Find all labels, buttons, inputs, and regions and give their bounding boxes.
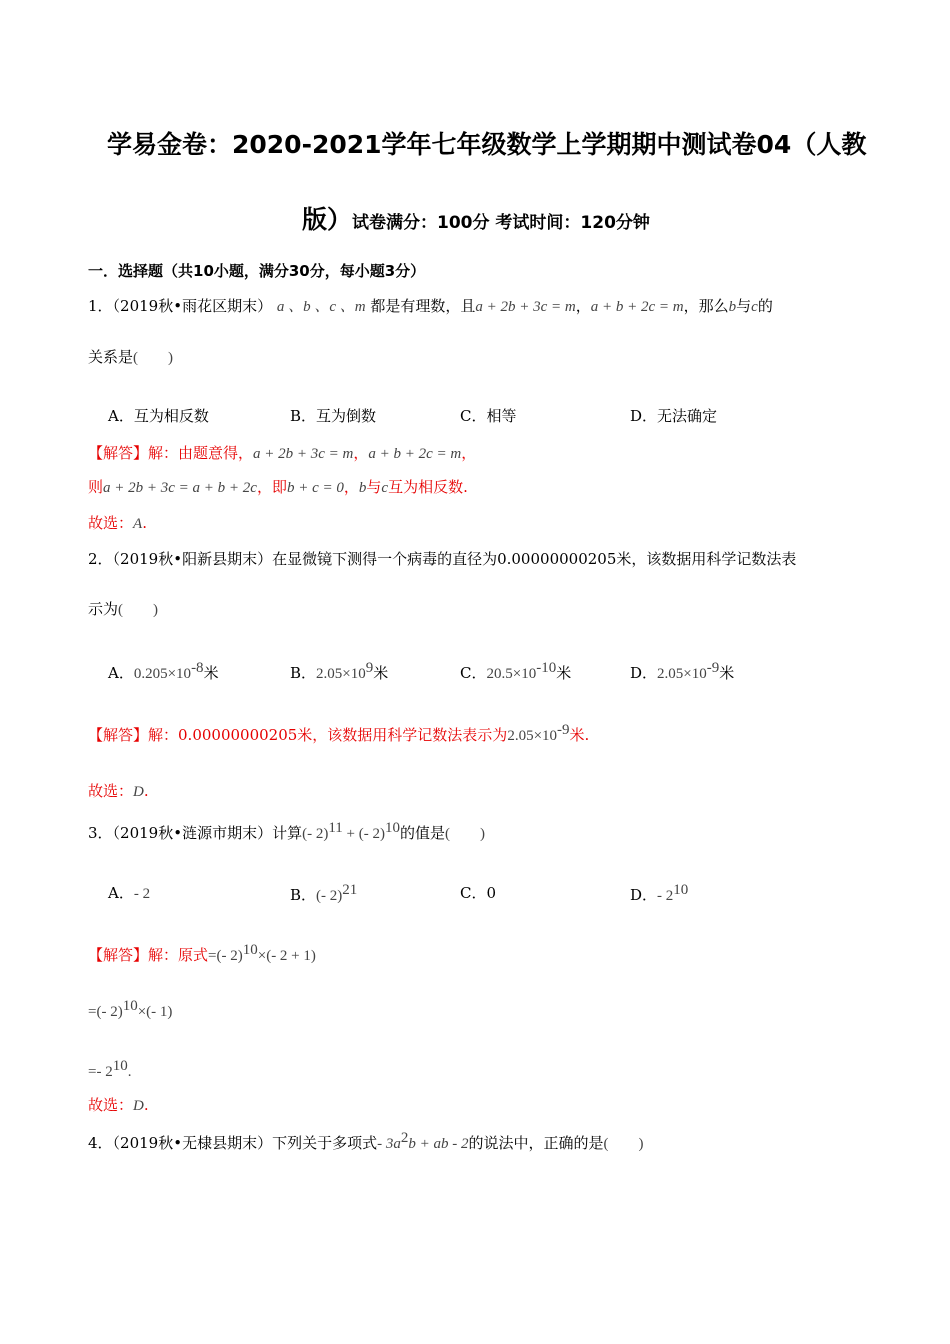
q3-answer-step3-tail: . [127,1064,132,1080]
q1-option-a: A．互为相反数 [108,407,209,425]
q3-answer-step1-exp: 10 [242,942,258,958]
q3-expr1-exp: 11 [328,820,343,836]
q2-answer [88,722,589,745]
q2-option-a [108,660,219,683]
q3-option-c: C．0 [460,884,497,902]
q2-number: 2． [88,550,113,568]
q2-option-d [630,660,734,683]
q3-option-b [290,882,357,905]
q3-answer-label: 【解答】 [88,946,149,964]
q1-option-b: B．互为倒数 [290,407,377,425]
q3-number: 3． [88,824,113,842]
q1-answer-comma1: ， [353,444,369,462]
q1-eq2: a + b + 2c = m [590,299,684,315]
q1-answer-comma2: ， [461,444,477,462]
q4-text2: 的说法中，正确的是 [468,1134,604,1152]
q3-answer-step3-exp: 10 [112,1058,128,1074]
q1-answer-text3: ， [343,478,359,496]
q4-source: （2019秋•无棣县期末） [112,1134,273,1152]
exam-meta: 试卷满分：100分 考试时间：120分钟 [352,213,650,233]
q2-option-d-label: D． [630,664,658,682]
q1-answer-text4: 互为相反数. [388,478,468,496]
q1-answer-eq1: a + 2b + 3c = m [253,446,354,462]
page-title: 学易金卷：2020-2021学年七年级数学上学期期中测试卷04（人教 [107,130,867,159]
q3-choose-dot: . [143,1096,149,1114]
q4-poly-exp: 2 [400,1130,409,1146]
q4-answer-blank: ( ) [603,1136,644,1152]
q2-answer-exp: -9 [557,722,570,738]
q3-choose-label: 故选： [88,1096,134,1114]
q3-answer-step1: =(- 2) [208,948,243,964]
q3-option-a-value: - 2 [133,886,151,902]
q3-option-a-label: A． [108,884,134,902]
q3-answer-blank: ( ) [445,826,486,842]
q1-number: 1． [88,297,113,315]
q2-option-a-label: A． [108,664,134,682]
q3-expr2: + (- 2) [342,826,385,842]
q1-b: b [728,299,737,315]
q2-option-b [290,660,388,683]
q3-option-a [108,882,150,903]
q2-option-d-exp: -9 [706,660,720,676]
q2-option-b-exp: 9 [365,660,374,676]
q2-choose [88,780,149,801]
q1-answer-eq2: a + b + 2c = m [368,446,462,462]
q1-choose-dot: . [142,514,147,532]
q1-answer-ze: 则 [88,478,104,496]
q2-text-line2: 示为 [88,600,119,618]
q2-source: （2019秋•阳新县期末） [112,550,273,568]
q3-option-b-exp: 21 [342,882,358,898]
q2-answer-unit: 米. [569,726,590,744]
q1-answer-label: 【解答】 [88,444,149,462]
q1-answer-text2: ，即 [256,478,287,496]
q1-text-line2: 关系是 [88,348,134,366]
q1-c: c [751,299,758,315]
q1-text2: ，那么 [683,297,729,315]
q2-choose-dot: . [143,782,149,800]
q2-option-d-base: 2.05×10 [657,666,707,682]
q2-answer-label: 【解答】 [88,726,149,744]
q2-option-a-unit: 米 [203,664,219,682]
q3-text: 计算 [272,824,303,842]
q1-option-c: C．相等 [460,407,517,425]
q3-answer-line2 [88,998,172,1021]
q1-choose-label: 故选： [88,514,134,532]
q2-answer-base: 2.05×10 [507,728,558,744]
q3-answer-step3: =- 2 [88,1064,113,1080]
q2-line2 [88,598,158,619]
q2-option-c-exp: -10 [536,660,557,676]
q2-option-b-unit: 米 [373,664,389,682]
q1-answer-eq3: a + 2b + 3c = a + b + 2c [103,480,257,496]
q2-text: 在显微镜下测得一个病毒的直径为0.00000000205米，该数据用科学记数法表 [272,550,797,568]
q2-line1 [88,548,796,569]
q1-choose [88,512,147,533]
q1-answer-eq4: b + c = 0 [286,480,344,496]
q3-option-d-value: - 2 [657,888,674,904]
q1-text: 都是有理数，且 [370,297,476,315]
q4-poly-part1: - 3a [377,1136,401,1152]
q2-option-d-unit: 米 [719,664,735,682]
q1-de: 的 [757,297,773,315]
q3-option-b-label: B． [290,886,317,904]
q3-answer-step2-exp: 10 [122,998,138,1014]
q4-number: 4． [88,1134,113,1152]
q2-option-c-unit: 米 [556,664,572,682]
q3-option-d-exp: 10 [673,882,689,898]
q4-line1 [88,1130,643,1153]
q2-answer-blank: ( ) [118,602,159,618]
q1-choose-value: A [133,516,143,532]
q2-choose-label: 故选： [88,782,134,800]
q2-option-c-base: 20.5×10 [486,666,537,682]
q3-answer-step2: =(- 2) [88,1004,123,1020]
q3-answer-step1-tail: ×(- 2 + 1) [257,948,316,964]
q3-expr1: (- 2) [302,826,329,842]
q1-eq1: a + 2b + 3c = m [475,299,576,315]
q3-answer-line3 [88,1058,131,1081]
q1-line2 [88,346,173,367]
q1-answer-b: b [358,480,367,496]
q1-answer-blank: ( ) [133,350,174,366]
title-line2: 版） [302,205,353,234]
q2-choose-value: D [133,784,144,800]
q3-option-b-value: (- 2) [316,888,343,904]
q3-option-d-label: D． [630,886,658,904]
q1-answer-line2 [88,476,468,497]
q3-line1 [88,820,485,843]
q3-choose-value: D [133,1098,144,1114]
q2-option-b-base: 2.05×10 [316,666,366,682]
q2-option-c [460,660,571,683]
q1-vars: a 、b 、c 、m [276,299,366,315]
q1-answer-line1 [88,442,476,463]
q3-choose [88,1094,149,1115]
q1-answer-yu: 与 [366,478,382,496]
q1-answer-c: c [381,480,389,496]
q2-answer-text: 解：0.00000000205米，该数据用科学记数法表示为 [148,726,508,744]
section-heading: 一．选择题（共10小题，满分30分，每小题3分） [88,262,426,280]
q3-answer-line1 [88,942,316,965]
q4-poly-part2: b + ab - 2 [408,1136,469,1152]
q1-yu: 与 [736,297,752,315]
q2-option-c-label: C． [460,664,487,682]
q3-source: （2019秋•涟源市期末） [112,824,273,842]
q1-source: （2019秋•雨花区期末） [112,297,273,315]
q2-option-a-base: 0.205×10 [133,666,192,682]
q3-answer-text: 解：原式 [148,946,209,964]
q3-expr2-exp: 10 [385,820,400,836]
page-subtitle [302,200,650,236]
q1-answer-text: 解：由题意得， [148,444,254,462]
q1-line1 [88,295,773,316]
q2-option-b-label: B． [290,664,317,682]
q1-option-d: D．无法确定 [630,407,718,425]
q1-comma: ， [575,297,591,315]
q4-text: 下列关于多项式 [272,1134,378,1152]
q3-text2: 的值是 [400,824,446,842]
q2-option-a-exp: -8 [191,660,204,676]
q3-answer-step2-tail: ×(- 1) [137,1004,173,1020]
q3-option-d [630,882,688,905]
